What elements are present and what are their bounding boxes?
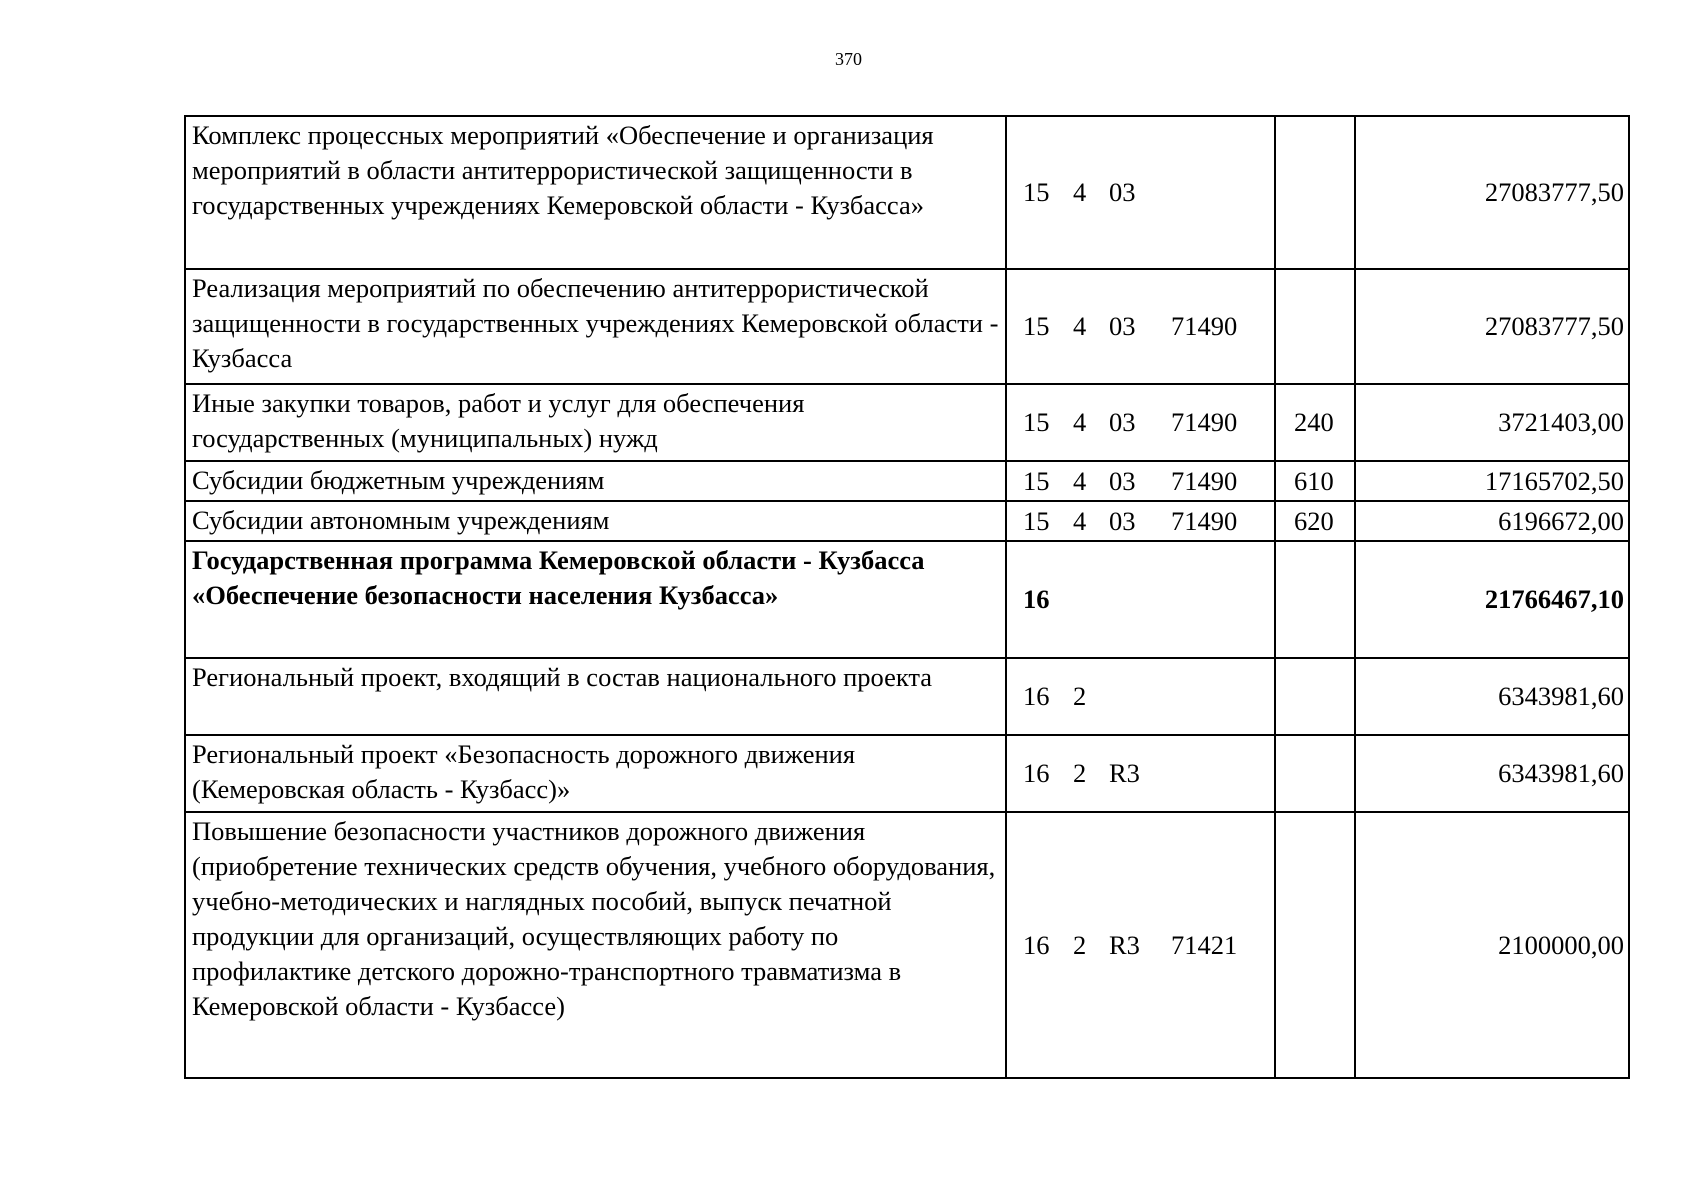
row-sum: 27083777,50 xyxy=(1355,116,1629,269)
code-subprogram: 4 xyxy=(1073,505,1087,536)
budget-table xyxy=(184,115,1630,1079)
table-row xyxy=(185,269,1629,384)
row-name: Региональный проект «Безопасность дорожного движения (Кемеровская область - Кузбасс)» xyxy=(185,735,1006,812)
code-program: 15 xyxy=(1023,505,1050,536)
code-program: 16 xyxy=(1023,758,1050,788)
row-name: Субсидии автономным учреждениям xyxy=(185,501,1006,541)
table-row xyxy=(185,735,1629,812)
code-subprogram: 2 xyxy=(1073,929,1087,960)
row-sum: 2100000,00 xyxy=(1355,812,1629,1078)
row-expense-type: 620 xyxy=(1275,501,1355,541)
code-main: 03 xyxy=(1109,465,1136,496)
row-expense-type xyxy=(1275,116,1355,269)
row-name: Государственная программа Кемеровской области - Кузбасса «Обеспечение безопасности населения Кузбасса» xyxy=(185,541,1006,658)
row-code xyxy=(1006,735,1275,812)
row-expense-type xyxy=(1275,658,1355,735)
row-sum: 17165702,50 xyxy=(1355,461,1629,501)
table-row xyxy=(185,116,1629,269)
code-program: 15 xyxy=(1023,311,1050,341)
page-number: 370 xyxy=(835,49,862,69)
code-main: 03 xyxy=(1109,505,1136,536)
code-direction: 71490 xyxy=(1171,465,1238,496)
row-expense-type xyxy=(1275,812,1355,1078)
row-name: Иные закупки товаров, работ и услуг для обеспечения государственных (муниципальных) нужд xyxy=(185,384,1006,461)
row-name: Комплекс процессных мероприятий «Обеспечение и организация мероприятий в области антитеррористической защищенности в государственных учреждениях Кемеровской области - Кузбасса» xyxy=(185,116,1006,269)
row-code xyxy=(1006,384,1275,461)
row-code xyxy=(1006,269,1275,384)
table-row xyxy=(185,812,1629,1078)
row-sum: 6343981,60 xyxy=(1355,735,1629,812)
row-expense-type xyxy=(1275,541,1355,658)
row-sum: 6196672,00 xyxy=(1355,501,1629,541)
code-program: 16 xyxy=(1023,681,1050,711)
row-name: Реализация мероприятий по обеспечению антитеррористической защищенности в государственных учреждениях Кемеровской области - Кузбасса xyxy=(185,269,1006,384)
code-program: 15 xyxy=(1023,465,1050,496)
code-main: 03 xyxy=(1109,407,1136,437)
code-program: 16 xyxy=(1023,584,1050,614)
table-row xyxy=(185,541,1629,658)
row-code xyxy=(1006,461,1275,501)
row-code xyxy=(1006,812,1275,1078)
row-sum: 21766467,10 xyxy=(1355,541,1629,658)
code-subprogram: 4 xyxy=(1073,177,1087,207)
row-code xyxy=(1006,541,1275,658)
row-expense-type: 610 xyxy=(1275,461,1355,501)
code-main: R3 xyxy=(1109,929,1140,960)
table-row xyxy=(185,384,1629,461)
row-code xyxy=(1006,116,1275,269)
code-direction: 71490 xyxy=(1171,407,1238,437)
table-row xyxy=(185,461,1629,501)
code-program: 16 xyxy=(1023,929,1050,960)
code-subprogram: 2 xyxy=(1073,758,1087,788)
row-code xyxy=(1006,658,1275,735)
code-direction: 71490 xyxy=(1171,505,1238,536)
row-expense-type xyxy=(1275,269,1355,384)
code-main: R3 xyxy=(1109,758,1140,788)
code-program: 15 xyxy=(1023,407,1050,437)
row-sum: 27083777,50 xyxy=(1355,269,1629,384)
code-subprogram: 2 xyxy=(1073,681,1087,711)
code-main: 03 xyxy=(1109,177,1136,207)
row-code xyxy=(1006,501,1275,541)
code-subprogram: 4 xyxy=(1073,465,1087,496)
table-row xyxy=(185,658,1629,735)
table-row xyxy=(185,501,1629,541)
code-subprogram: 4 xyxy=(1073,407,1087,437)
code-program: 15 xyxy=(1023,177,1050,207)
row-name: Региональный проект, входящий в состав национального проекта xyxy=(185,658,1006,735)
code-subprogram: 4 xyxy=(1073,311,1087,341)
row-expense-type: 240 xyxy=(1275,384,1355,461)
row-expense-type xyxy=(1275,735,1355,812)
code-main: 03 xyxy=(1109,311,1136,341)
row-name: Субсидии бюджетным учреждениям xyxy=(185,461,1006,501)
row-sum: 6343981,60 xyxy=(1355,658,1629,735)
code-direction: 71490 xyxy=(1171,311,1238,341)
code-direction: 71421 xyxy=(1171,929,1238,960)
row-name: Повышение безопасности участников дорожного движения (приобретение технических средств обучения, учебного оборудования, учебно-методических и наглядных пособий, выпуск печатной продукции для организаций, осуществляющих работу по профилактике детского дорожно-транспортного травматизма в Кемеровской области - Кузбассе) xyxy=(185,812,1006,1078)
row-sum: 3721403,00 xyxy=(1355,384,1629,461)
